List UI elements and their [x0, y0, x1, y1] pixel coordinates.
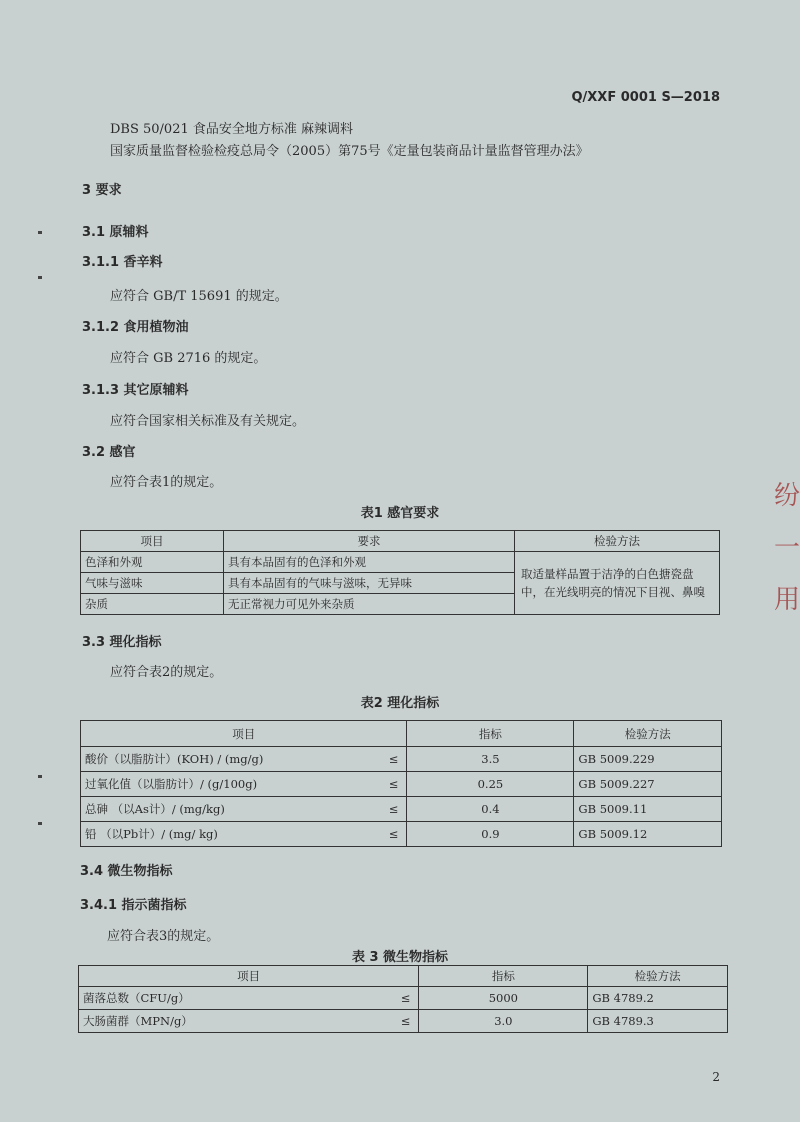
table-cell: 无正常视力可见外来杂质 — [224, 594, 515, 615]
table-cell: 酸价（以脂肪计）(KOH) / (mg/g) — [81, 747, 310, 772]
table-cell: 0.25 — [407, 772, 574, 797]
punch-mark — [38, 775, 42, 778]
table-row — [81, 772, 722, 797]
reference-line-1: DBS 50/021 食品安全地方标准 麻辣调料 — [110, 122, 354, 137]
paragraph-3-1-2: 应符合 GB 2716 的规定。 — [110, 351, 267, 366]
table-cell-operator: ≤ — [309, 797, 407, 822]
table-header: 项目 — [79, 966, 419, 987]
red-stamp: 纷 一 用 — [773, 481, 800, 615]
table-row — [79, 1010, 728, 1033]
table-row — [81, 747, 722, 772]
table-header: 项目 — [81, 531, 224, 552]
table-cell: 5000 — [419, 987, 588, 1010]
table-cell: 总砷 （以As计）/ (mg/kg) — [81, 797, 310, 822]
table3-caption: 表 3 微生物指标 — [351, 950, 449, 965]
table-header: 检验方法 — [574, 721, 722, 747]
table-header: 指标 — [407, 721, 574, 747]
table-header: 要求 — [224, 531, 515, 552]
table-cell: 大肠菌群（MPN/g） — [79, 1010, 308, 1033]
table2-physicochemical — [80, 720, 722, 847]
table1-sensory — [80, 530, 720, 615]
table-row — [81, 552, 720, 573]
table-row — [81, 797, 722, 822]
heading-3: 3 要求 — [82, 183, 122, 198]
table-cell: GB 5009.227 — [574, 772, 722, 797]
table-cell: GB 5009.12 — [574, 822, 722, 847]
heading-3-4: 3.4 微生物指标 — [80, 864, 173, 879]
table-cell-operator: ≤ — [307, 987, 419, 1010]
table-cell: 3.5 — [407, 747, 574, 772]
heading-3-1-3: 3.1.3 其它原辅料 — [82, 383, 189, 398]
table-cell: 菌落总数（CFU/g） — [79, 987, 308, 1010]
table-cell-operator: ≤ — [309, 772, 407, 797]
table-cell-operator: ≤ — [309, 822, 407, 847]
table-cell: 3.0 — [419, 1010, 588, 1033]
punch-mark — [38, 276, 42, 279]
table-cell: GB 5009.229 — [574, 747, 722, 772]
paragraph-3-1-3: 应符合国家相关标准及有关规定。 — [110, 414, 306, 429]
paragraph-3-3: 应符合表2的规定。 — [110, 665, 223, 680]
table-cell: GB 4789.3 — [588, 1010, 728, 1033]
table-cell: 气味与滋味 — [81, 573, 224, 594]
table-cell: 过氧化值（以脂肪计）/ (g/100g) — [81, 772, 310, 797]
punch-mark — [38, 231, 42, 234]
heading-3-2: 3.2 感官 — [82, 445, 136, 460]
table-cell: 杂质 — [81, 594, 224, 615]
table3-microbial — [78, 965, 728, 1033]
punch-mark — [38, 822, 42, 825]
table-header: 检验方法 — [588, 966, 728, 987]
table-cell: 具有本品固有的气味与滋味，无异味 — [224, 573, 515, 594]
heading-3-1: 3.1 原辅料 — [82, 225, 149, 240]
table-cell: 0.4 — [407, 797, 574, 822]
heading-3-4-1: 3.4.1 指示菌指标 — [80, 898, 187, 913]
table-cell-operator: ≤ — [307, 1010, 419, 1033]
table-cell: 铅 （以Pb计）/ (mg/ kg) — [81, 822, 310, 847]
table-cell: GB 5009.11 — [574, 797, 722, 822]
heading-3-3: 3.3 理化指标 — [82, 635, 162, 650]
table-cell: GB 4789.2 — [588, 987, 728, 1010]
paragraph-3-1-1: 应符合 GB/T 15691 的规定。 — [110, 289, 288, 304]
table-cell: 色泽和外观 — [81, 552, 224, 573]
table-cell-method: 取适量样品置于洁净的白色搪瓷盘中，在光线明亮的情况下目视、鼻嗅 — [515, 552, 720, 615]
table1-caption: 表1 感官要求 — [360, 506, 440, 521]
table-cell: 具有本品固有的色泽和外观 — [224, 552, 515, 573]
table-header: 检验方法 — [515, 531, 720, 552]
paragraph-3-4-1: 应符合表3的规定。 — [107, 929, 220, 944]
table-header: 指标 — [419, 966, 588, 987]
reference-line-2: 国家质量监督检验检疫总局令（2005）第75号《定量包装商品计量监督管理办法》 — [110, 144, 589, 159]
table-cell: 0.9 — [407, 822, 574, 847]
table-cell-operator: ≤ — [309, 747, 407, 772]
table-header: 项目 — [81, 721, 407, 747]
heading-3-1-2: 3.1.2 食用植物油 — [82, 320, 189, 335]
page-number: 2 — [712, 1070, 720, 1084]
table-row — [79, 987, 728, 1010]
table2-caption: 表2 理化指标 — [360, 696, 440, 711]
heading-3-1-1: 3.1.1 香辛料 — [82, 255, 163, 270]
standard-code: Q/XXF 0001 S—2018 — [571, 90, 720, 105]
paragraph-3-2: 应符合表1的规定。 — [110, 475, 223, 490]
table-row — [81, 822, 722, 847]
